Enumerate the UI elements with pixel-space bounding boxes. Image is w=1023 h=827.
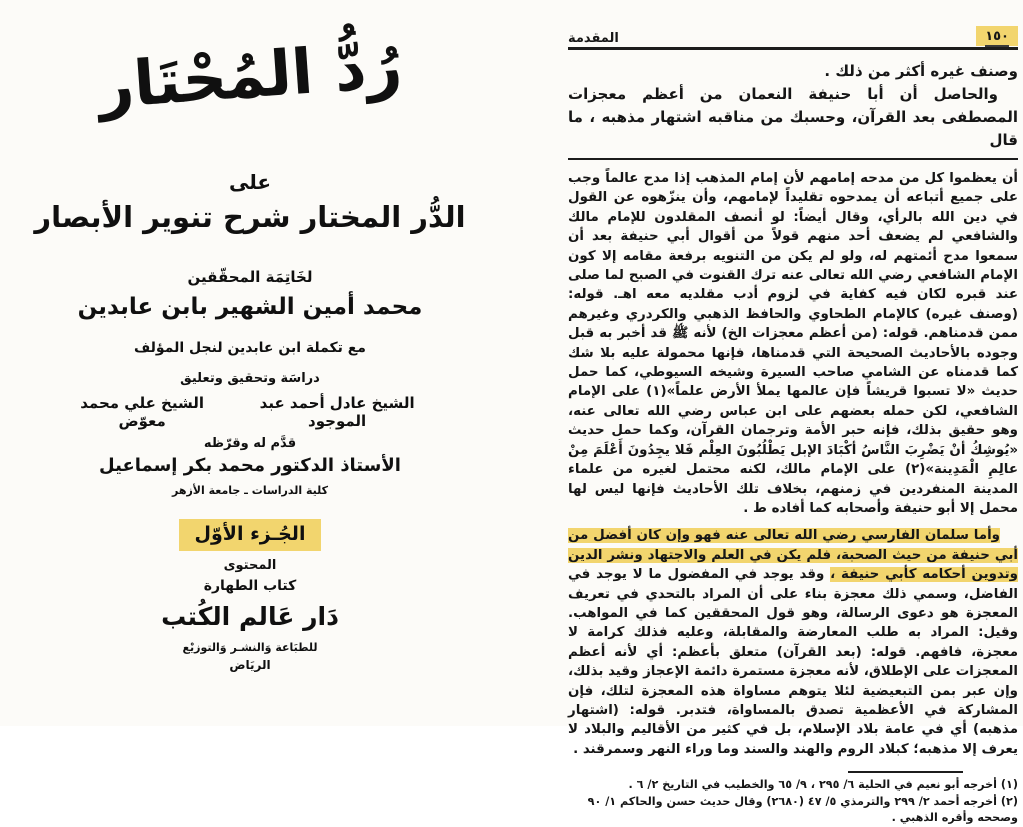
page-number: ١٥٠ bbox=[985, 29, 1009, 47]
foreword-author-affiliation: كلية الدراسات ـ جامعة الأزهر bbox=[172, 484, 328, 497]
book-title-calligraphy: رُدُّ المُحْتَار bbox=[95, 28, 405, 123]
text-page bbox=[568, 26, 1018, 827]
foreword-credit-line: قدَّم له وقرّظه bbox=[203, 436, 297, 451]
commentary-paragraph bbox=[568, 526, 1018, 759]
publisher-activity-line: للطبَاعة وَالنشـر وَالتوزيْع bbox=[182, 641, 318, 654]
page-header bbox=[568, 26, 1018, 46]
author-name: محمد أمين الشهير بابن عابدين bbox=[77, 294, 423, 320]
footnote-separator-rule bbox=[848, 771, 963, 773]
header-rule bbox=[568, 47, 1018, 50]
contents-item: كتاب الطهارة bbox=[203, 578, 297, 594]
foreword-author-name: الأستاذ الدكتور محمد بكر إسماعيل bbox=[99, 455, 401, 476]
commentary-block bbox=[568, 169, 1018, 759]
publisher-city: الريَاض bbox=[229, 658, 271, 672]
editor-name-right: الشيخ عادل أحمد عبد الموجود bbox=[259, 394, 415, 430]
matn-block bbox=[568, 60, 1018, 152]
page-number-highlight bbox=[976, 26, 1018, 46]
matn-paragraph: وصنف غيره أكثر من ذلك . bbox=[824, 62, 1018, 80]
matn-separator-rule bbox=[568, 158, 1018, 160]
highlighted-passage: وأما سلمان الفارسي رضي الله تعالى عنه فهو وإن كان أفضل من أبي حنيفة من حيث الصحبة، فلم يكن في العلم والاجتهاد ونشر الدين وتدوين أحكامه كأبي حنيفة ، bbox=[568, 528, 1019, 583]
footnote: (٢) أخرجه أحمد ٢/ ٢٩٩ والترمذي ٥/ ٤٧ (٢٦٨٠) وقال حديث حسن والحاكم ١/ ٩٠ وصححه وأقره الذهبي . bbox=[587, 795, 1018, 825]
matn-paragraph: والحاصل أن أبا حنيفة النعمان من أعظم معجزات المصطفى بعد القرآن، وحسبك من مناقبه اشتهار مذهبه ، ما قال bbox=[568, 85, 1018, 149]
footnote: (١) أخرجه أبو نعيم في الحلية ٦/ ٢٩٥ ، ٩/ ٦٥ والخطيب في التاريخ ٢/ ٦ . bbox=[628, 778, 1018, 792]
volume-row bbox=[0, 519, 500, 551]
supplement-note: مع تكملة ابن عابدين لنجل المؤلف bbox=[134, 340, 366, 356]
commentary-continuation: وقد يوجد في المفضول ما لا يوجد في الفاضل، وسمي ذلك معجزة بناء على أن المراد بالتحدي في تعريف المعجزة هو دعوى الرسالة، وهو قول المحققين كما في المواهب. وقيل: المراد به طلب المعارضة والمقابلة، وعليه فذلك كرامة لا معجزة، فافهم. قوله: (بعد القرآن) متعلق بأعظم: أي لأنه أعظم المعجزات على الإطلاق، لأنه معجزة مستمرة دائمة الإعجاز وقيد بذلك، وإن عبر بمن التبعيضية لئلا يتوهم مساواة هذه المعجزة لتلك، فإن المشاركة في الأعظمية تصدق بالمساواة، فتدبر. قوله: (اشتهار مذهبه) أي في عامة بلاد الإسلام، بل في كثير من الأقاليم والبلاد لا يعرف إلا مذهبه؛ كبلاد الروم والهند والسند وما وراء النهر وسمرقند . bbox=[568, 567, 1018, 757]
editors-row bbox=[55, 394, 445, 430]
author-honorific: لخَاتِمَة المحقّقين bbox=[187, 268, 313, 286]
volume-label-highlight: الجُـزء الأوّل bbox=[179, 519, 322, 551]
editing-credit-line: دراسَة وتحقيق وتعليق bbox=[180, 371, 320, 386]
section-title: المقدمة bbox=[568, 31, 619, 46]
title-connector-word: على bbox=[228, 170, 272, 194]
publisher-name: دَار عَالم الكُتب bbox=[161, 602, 339, 631]
editor-name-left: الشيخ علي محمد معوّض bbox=[80, 394, 205, 430]
book-subtitle: الدُّر المختار شرح تنوير الأبصار bbox=[34, 200, 466, 234]
footnotes-block bbox=[568, 777, 1018, 826]
commentary-paragraph: أن يعظموا كل من مدحه إمامهم لأن إمام المذهب إذا مدح عالماً وجب على جميع أتباعه أن يمدحوه تقليداً لإمامهم، وأن ينزّهوه عن القول في دين الله بالرأي، وقال أيضاً: لو أنصف المقلدون للإمام مالك والشافعي لم يضعف أحد منهم قولاً من أقوال أبي حنيفة بعد أن سمعوا مدح أئمتهم له، ولو لم يكن من التنويه برفعة مقامه إلا كون الإمام الشافعي رضي الله تعالى عنه ترك القنوت في الصبح لما صلى عند قبره لكان فيه كفاية في لزوم أدب مقلديه معه اهـ. قوله: (وصنف غيره) كالإمام الطحاوي والحافظ الذهبي والكردري وغيرهم ممن قدمناهم. قوله: (من أعظم معجزات الخ) لأنه ﷺ قد أخبر به قبل وجوده بالأحاديث الصحيحة التي قدمناها، فإنها محمولة عليه بلا شك كما قدمناه عن الشامي صاحب السيرة وشيخه السيوطي، كما حمل حديث «لا تسبوا قريشاً فإن عالمها يملأ الأرض علماً»(١) على الإمام الشافعي، لكن حمله بعضهم على ابن عباس رضي الله تعالى عنه، وهو حقيق بذلك، فإنه حبر الأمة وترجمان القرآن، وكما حمل حديث «يُوشِكُ أنْ يَضْرِبَ النَّاسُ أكْبَادَ الإبل يَطْلُبُونَ العِلْم فَلا يجِدُونَ أَعْلَمَ مِنْ عالِمِ الْمَدِينة»(٢) على الإمام مالك، لكنه محتمل لغيره من علماء المدينة المنفردين في زمنهم، بخلاف تلك الأحاديث فإنها ليس لها محمل إلا أبو حنيفة وأصحابه كما أفاده ط . bbox=[568, 171, 1018, 516]
contents-heading: المحتوى bbox=[223, 558, 277, 573]
